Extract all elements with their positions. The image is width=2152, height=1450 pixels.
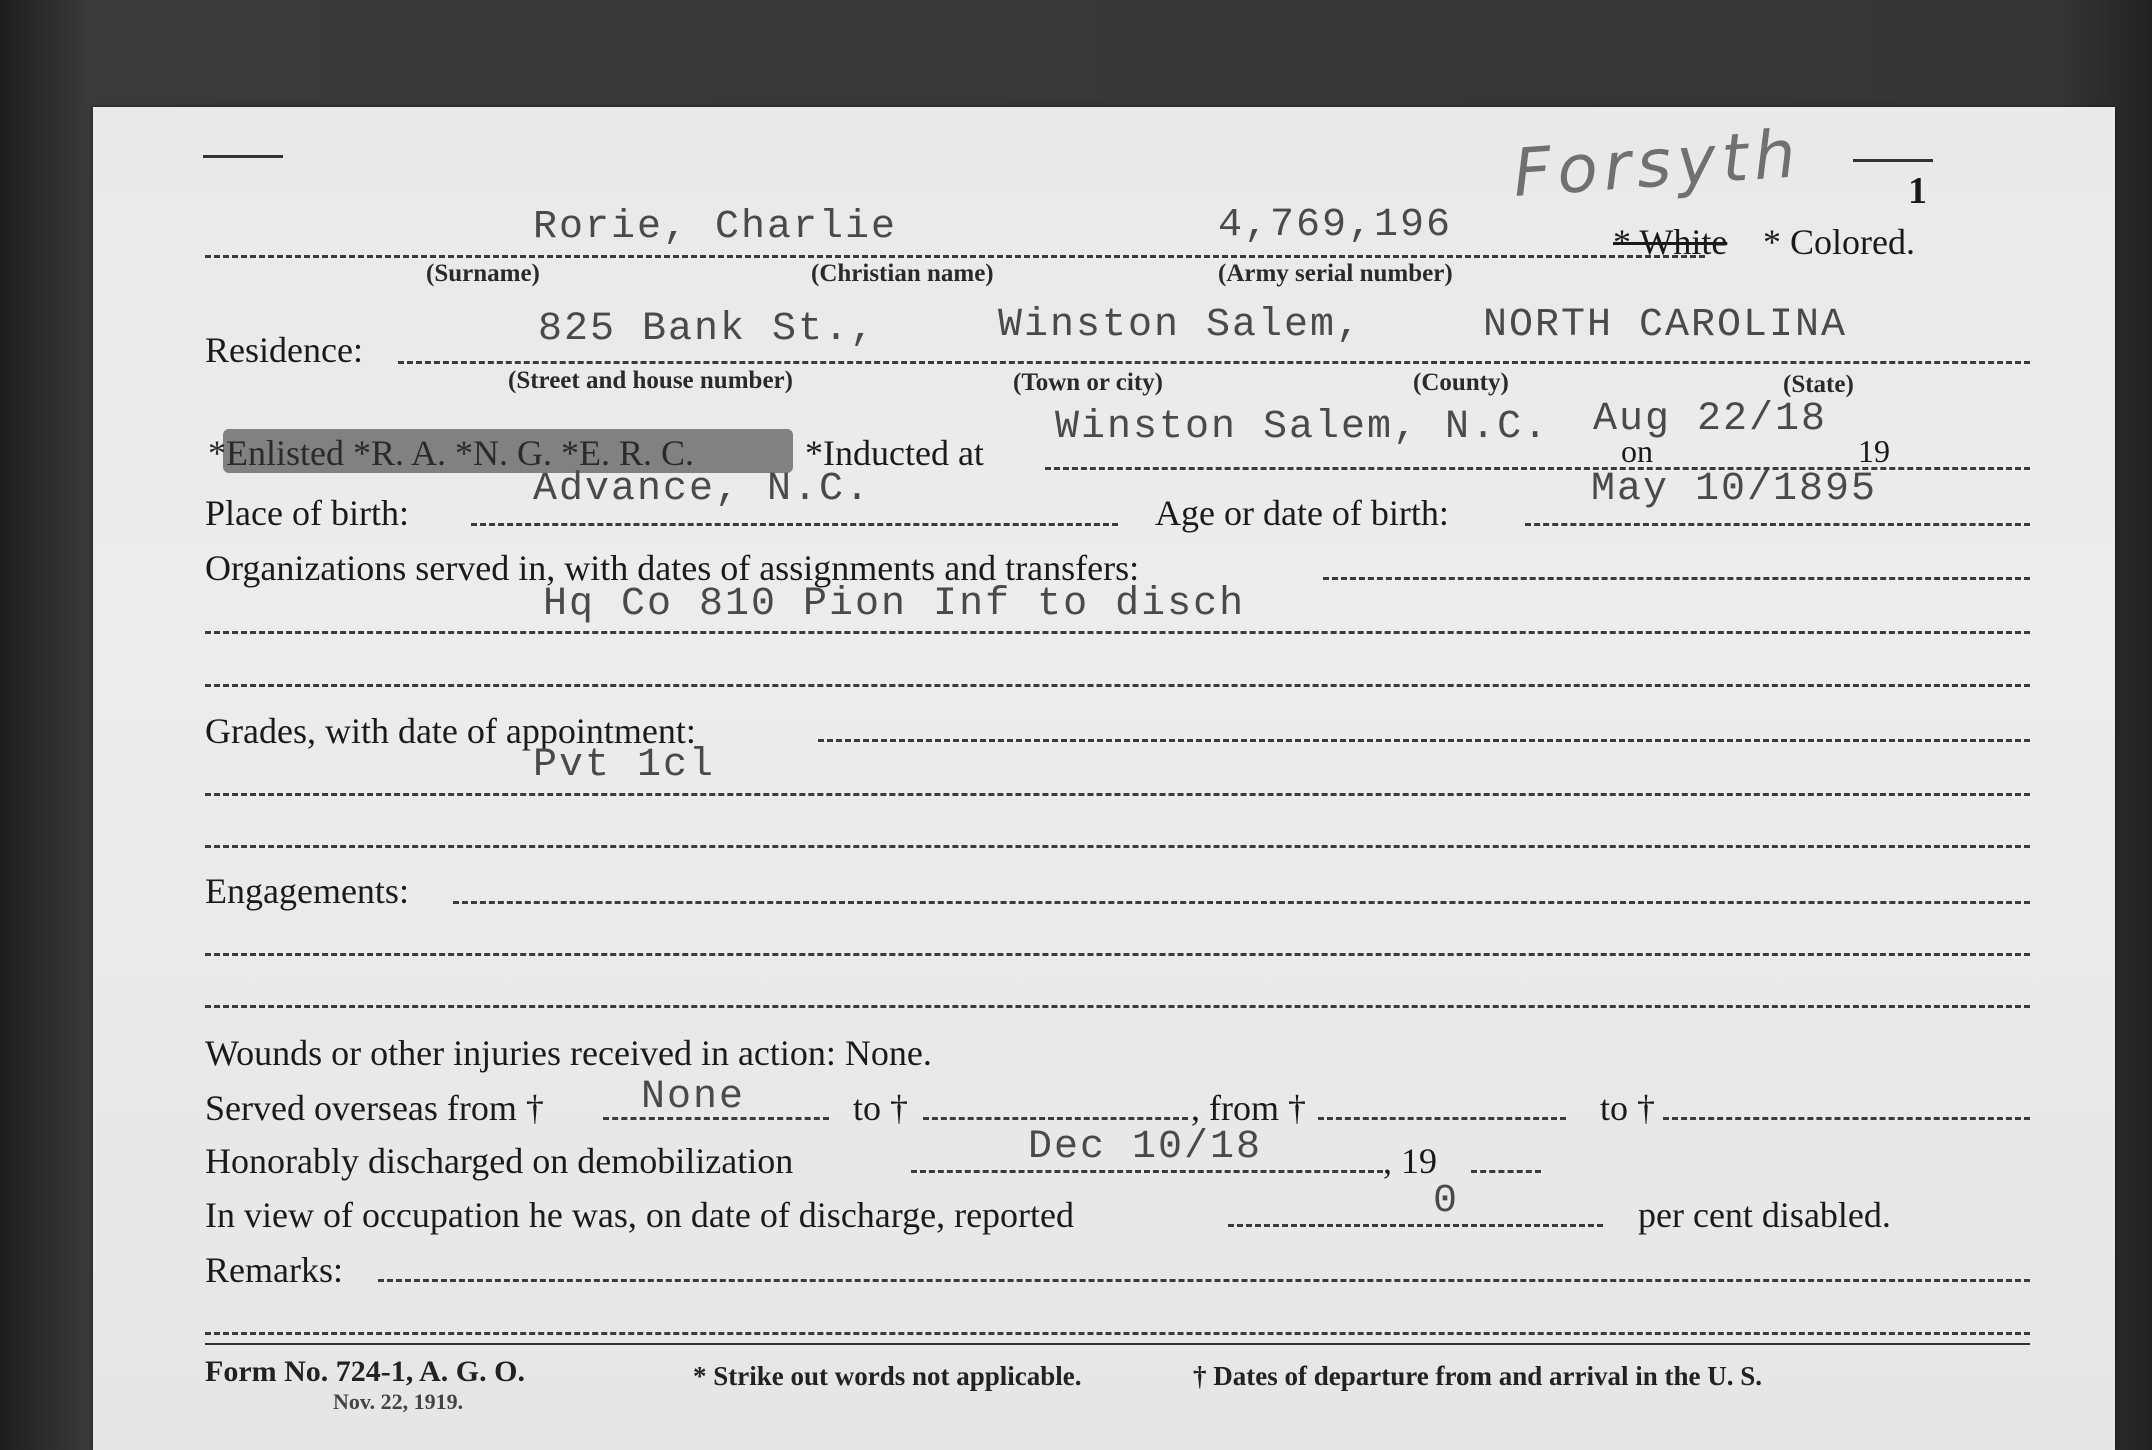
engagements-line-2	[205, 953, 2030, 956]
caption-christian-name: (Christian name)	[811, 260, 994, 287]
organizations-line-2	[205, 631, 2030, 634]
overseas-to-label: to †	[853, 1088, 909, 1128]
served-overseas-from-value: None	[641, 1075, 746, 1120]
date-of-birth-value: May 10/1895	[1591, 467, 1878, 512]
residence-state-value: NORTH CAROLINA	[1483, 303, 1848, 348]
on-label: on	[1621, 433, 1653, 469]
discharge-line	[911, 1170, 1383, 1173]
remarks-label: Remarks:	[205, 1250, 343, 1290]
county-handwritten-note: Forsyth	[1510, 115, 1804, 212]
disability-value: 0	[1433, 1179, 1460, 1224]
caption-street: (Street and house number)	[508, 367, 793, 394]
remarks-line-2	[205, 1332, 2030, 1335]
discharge-year-prefix: , 19	[1383, 1141, 1437, 1181]
inducted-year-prefix: 19	[1858, 433, 1890, 469]
wounds-label: Wounds or other injuries received in action: None.	[205, 1033, 932, 1073]
place-of-birth-label: Place of birth:	[205, 493, 409, 533]
residence-label: Residence:	[205, 330, 363, 370]
remarks-line-1	[378, 1279, 2030, 1282]
place-of-birth-value: Advance, N.C.	[533, 467, 872, 512]
serial-number-value: 4,769,196	[1218, 203, 1453, 248]
page-number: 1	[1908, 170, 1927, 212]
race-colored: * Colored.	[1763, 222, 1915, 262]
organizations-label: Organizations served in, with dates of assignments and transfers:	[205, 548, 1140, 588]
caption-state: (State)	[1783, 371, 1854, 398]
disability-suffix: per cent disabled.	[1638, 1195, 1891, 1235]
footer-rule	[205, 1343, 2030, 1345]
date-of-birth-line	[1525, 523, 2030, 526]
inducted-place-value: Winston Salem, N.C.	[1055, 405, 1550, 450]
overseas-to-line	[923, 1117, 1188, 1120]
caption-surname: (Surname)	[426, 260, 540, 287]
form-number: Form No. 724-1, A. G. O.	[205, 1355, 525, 1388]
date-of-birth-label: Age or date of birth:	[1155, 493, 1449, 533]
top-left-rule	[203, 155, 283, 158]
overseas-from-line	[603, 1117, 829, 1120]
grades-line-2	[205, 793, 2030, 796]
organizations-value: Hq Co 810 Pion Inf to disch	[543, 582, 1246, 627]
organizations-line-1	[1323, 577, 2030, 580]
residence-street-value: 825 Bank St.,	[538, 307, 877, 352]
served-overseas-label: Served overseas from †	[205, 1088, 544, 1128]
overseas-to2-line	[1663, 1117, 2030, 1120]
enlisted-options: *Enlisted *R. A. *N. G. *E. R. C.	[208, 433, 695, 473]
grades-label: Grades, with date of appointment:	[205, 711, 696, 751]
note-strike-out: * Strike out words not applicable.	[693, 1361, 1082, 1391]
place-of-birth-line	[471, 523, 1118, 526]
inducted-date-value: Aug 22/18	[1593, 397, 1828, 442]
discharge-year-line	[1471, 1170, 1541, 1173]
overseas-to2-label: to †	[1600, 1088, 1656, 1128]
organizations-line-3	[205, 684, 2030, 687]
form-date: Nov. 22, 1919.	[333, 1389, 464, 1414]
grades-value: Pvt 1cl	[533, 743, 716, 788]
residence-line	[398, 361, 2030, 364]
top-right-rule	[1853, 159, 1933, 162]
note-dates: † Dates of departure from and arrival in the U. S.	[1193, 1361, 1762, 1391]
race-white-struck: * White	[1613, 222, 1728, 262]
overseas-from2-line	[1318, 1117, 1566, 1120]
grades-line-1	[818, 739, 2030, 742]
name-line	[205, 255, 1705, 258]
engagements-line-3	[205, 1005, 2030, 1008]
overseas-from2-label: , from †	[1191, 1088, 1306, 1128]
disability-label: In view of occupation he was, on date of discharge, reported	[205, 1195, 1075, 1235]
disability-line	[1228, 1224, 1603, 1227]
inducted-label: *Inducted at	[805, 433, 984, 473]
caption-county: (County)	[1413, 369, 1509, 396]
engagements-label: Engagements:	[205, 871, 409, 911]
grades-line-3	[205, 845, 2030, 848]
name-value: Rorie, Charlie	[533, 205, 898, 250]
discharge-date-value: Dec 10/18	[1028, 1125, 1263, 1170]
discharge-label: Honorably discharged on demobilization	[205, 1141, 794, 1181]
service-record-card	[93, 107, 2115, 1450]
caption-town: (Town or city)	[1013, 369, 1163, 396]
residence-town-value: Winston Salem,	[998, 303, 1363, 348]
engagements-line-1	[453, 901, 2030, 904]
caption-serial: (Army serial number)	[1218, 260, 1453, 287]
